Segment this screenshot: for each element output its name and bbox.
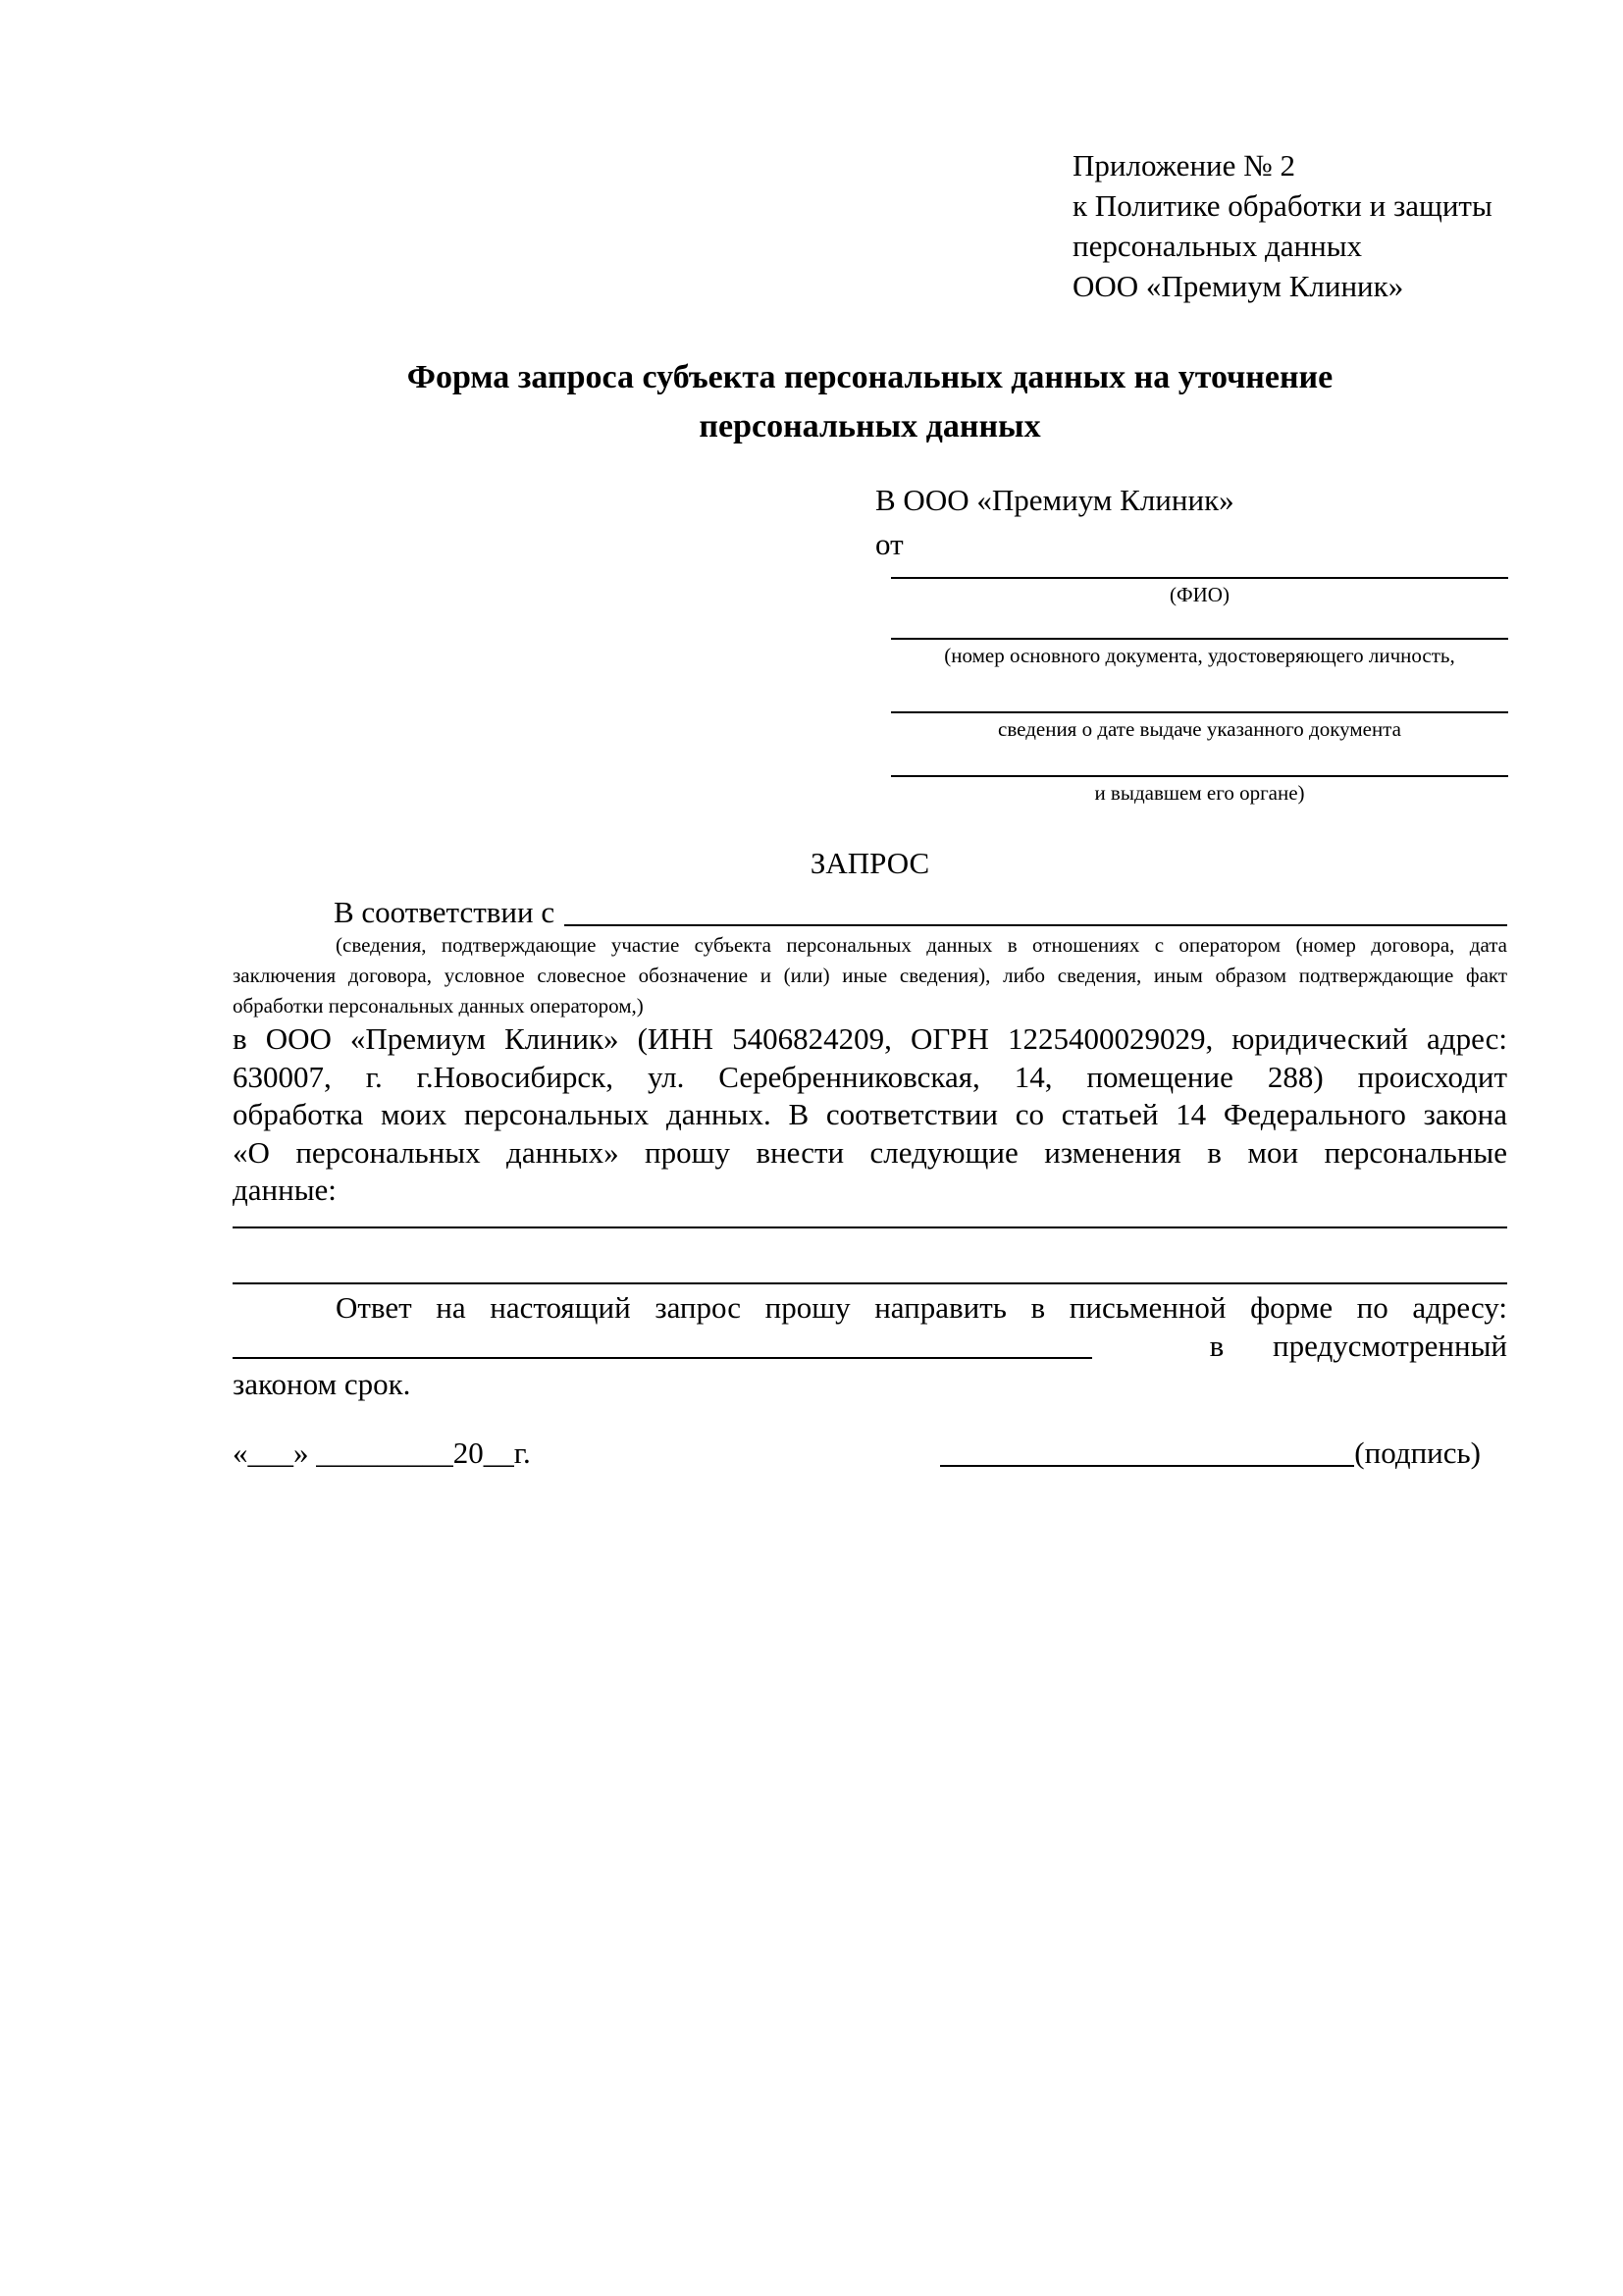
legal-caption-line: заключения договора, условное словесное обозначение и (или) иные сведения), либо сведения, иным образом подтверждающие факт bbox=[233, 964, 1507, 987]
reply-address-row bbox=[233, 1327, 1507, 1365]
fio-caption: (ФИО) bbox=[1170, 583, 1230, 606]
legal-caption-line: обработки персональных данных оператором,) bbox=[233, 994, 644, 1018]
body-line: данные: bbox=[233, 1173, 337, 1207]
document-number-blank-line bbox=[891, 638, 1508, 640]
form-title-line1: Форма запроса субъекта персональных данных на уточнение bbox=[406, 359, 1334, 395]
footer-row bbox=[233, 1431, 1507, 1475]
appendix-line: персональных данных bbox=[1073, 229, 1363, 263]
addressee-from-label: от bbox=[875, 527, 904, 561]
document-number-caption: (номер основного документа, удостоверяющего личность, bbox=[944, 644, 1455, 667]
issue-date-field bbox=[891, 711, 1508, 742]
reply-line3: законом срок. bbox=[233, 1367, 411, 1401]
body-line: обработка моих персональных данных. В соответствии со статьей 14 Федерального закона bbox=[233, 1097, 1507, 1131]
reply-paragraph bbox=[233, 1288, 1507, 1403]
form-title-line2: персональных данных bbox=[699, 408, 1041, 444]
intro-label: В соответствии с bbox=[334, 895, 555, 929]
changes-blank-line-1 bbox=[233, 1226, 1507, 1228]
issue-date-blank-line bbox=[891, 711, 1508, 713]
issuing-authority-field bbox=[891, 775, 1508, 806]
issuing-authority-caption: и выдавшем его органе) bbox=[1094, 781, 1305, 805]
reply-line2-right: в предусмотренный bbox=[1209, 1329, 1507, 1363]
appendix-line: Приложение № 2 bbox=[1073, 148, 1295, 183]
appendix-note bbox=[1073, 145, 1492, 306]
changes-blank-line-2 bbox=[233, 1282, 1507, 1284]
intro-row bbox=[233, 893, 1507, 932]
form-title bbox=[233, 353, 1507, 451]
addressee-block bbox=[875, 478, 1234, 566]
legal-caption-paragraph bbox=[233, 930, 1507, 1021]
signature-caption: (подпись) bbox=[1354, 1435, 1481, 1470]
request-heading: ЗАПРОС bbox=[810, 846, 930, 880]
fio-field bbox=[891, 577, 1508, 607]
intro-blank-line bbox=[564, 924, 1507, 926]
reply-line1: Ответ на настоящий запрос прошу направить в письменной форме по адресу: bbox=[336, 1290, 1507, 1325]
signature-group bbox=[940, 1431, 1481, 1475]
signature-blank-line bbox=[940, 1465, 1354, 1467]
body-line: «О персональных данных» прошу внести следующие изменения в мои персональные bbox=[233, 1134, 1507, 1170]
body-line: в ООО «Премиум Клиник» (ИНН 5406824209, ОГРН 1225400029029, юридический адрес: bbox=[233, 1021, 1507, 1056]
fio-blank-line bbox=[891, 577, 1508, 579]
document-number-field bbox=[891, 638, 1508, 668]
addressee-to-line: В ООО «Премиум Клиник» bbox=[875, 483, 1234, 517]
issuing-authority-blank-line bbox=[891, 775, 1508, 777]
body-line: 630007, г. г.Новосибирск, ул. Серебренниковская, 14, помещение 288) происходит bbox=[233, 1059, 1507, 1094]
issue-date-caption: сведения о дате выдаче указанного документа bbox=[998, 717, 1401, 741]
body-paragraph bbox=[233, 1020, 1507, 1210]
legal-caption-line: (сведения, подтверждающие участие субъекта персональных данных в отношениях с оператором (номер договора, дата bbox=[336, 933, 1507, 957]
appendix-line: к Политике обработки и защиты bbox=[1073, 188, 1492, 223]
appendix-line: ООО «Премиум Клиник» bbox=[1073, 269, 1404, 303]
date-line: «___» _________20__г. bbox=[233, 1435, 531, 1470]
reply-address-blank-line bbox=[233, 1357, 1092, 1359]
